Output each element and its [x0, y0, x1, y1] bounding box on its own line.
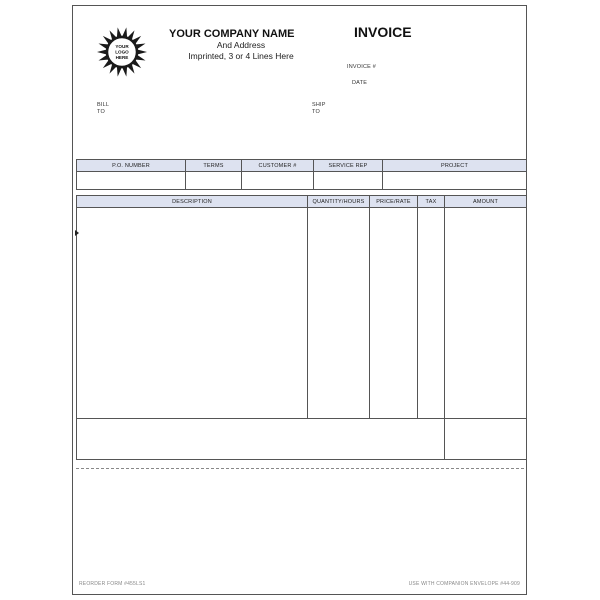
quantity-hours-cell[interactable]	[308, 208, 370, 419]
project-header: PROJECT	[383, 160, 527, 172]
description-cell[interactable]	[77, 208, 308, 419]
invoice-title: INVOICE	[354, 24, 412, 40]
customer-number-header: CUSTOMER #	[242, 160, 314, 172]
price-rate-cell[interactable]	[370, 208, 418, 419]
total-amount-cell[interactable]	[445, 419, 527, 460]
sun-ray	[137, 49, 147, 54]
notes-cell[interactable]	[77, 419, 445, 460]
project-cell[interactable]	[383, 172, 527, 190]
ship-label-line-1: SHIP	[312, 102, 326, 108]
terms-header: TERMS	[186, 160, 242, 172]
invoice-number-label: INVOICE #	[347, 64, 377, 70]
price-rate-header: PRICE/RATE	[370, 196, 418, 208]
company-address	[169, 40, 313, 62]
company-name: YOUR COMPANY NAME	[169, 28, 295, 40]
quantity-hours-header: QUANTITY/HOURS	[308, 196, 370, 208]
date-label: DATE	[352, 80, 368, 86]
description-header: DESCRIPTION	[77, 196, 308, 208]
order-info-table	[76, 159, 527, 190]
logo-text-3: HERE	[115, 55, 129, 60]
ship-to-label	[312, 102, 326, 116]
bill-label-line-1: BILL	[97, 102, 110, 108]
amount-header: AMOUNT	[445, 196, 527, 208]
customer-number-cell[interactable]	[242, 172, 314, 190]
address-line-1: And Address	[216, 40, 266, 50]
ship-label-line-2: TO	[312, 109, 320, 115]
bill-to-label	[97, 102, 109, 116]
perforation-line	[76, 468, 524, 469]
tax-header: TAX	[418, 196, 445, 208]
terms-cell[interactable]	[186, 172, 242, 190]
address-line-2: Imprinted, 3 or 4 Lines Here	[188, 51, 294, 61]
sun-ray	[97, 49, 107, 54]
logo-text-1: YOUR	[115, 44, 129, 49]
logo-sun-icon	[96, 26, 148, 78]
amount-cell[interactable]	[445, 208, 527, 419]
tax-cell[interactable]	[418, 208, 445, 419]
po-number-cell[interactable]	[77, 172, 186, 190]
service-rep-header: SERVICE REP	[314, 160, 383, 172]
arrow-marker-icon	[75, 230, 79, 236]
invoice-form	[72, 5, 527, 595]
po-number-header: P.O. NUMBER	[77, 160, 186, 172]
line-items-table	[76, 195, 527, 460]
service-rep-cell[interactable]	[314, 172, 383, 190]
companion-envelope-note: USE WITH COMPANION ENVELOPE #44-909	[408, 581, 520, 587]
reorder-form-number: REORDER FORM #455LS1	[79, 581, 146, 587]
bill-label-line-2: TO	[97, 109, 105, 115]
logo-text-2: LOGO	[115, 49, 129, 55]
